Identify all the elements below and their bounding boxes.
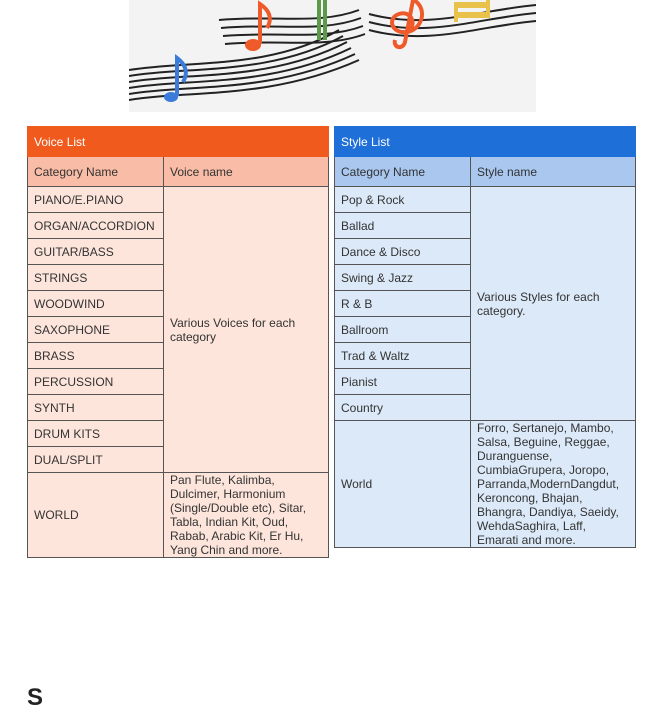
music-staff-graphic — [129, 0, 536, 112]
style-category-cell: R & B — [335, 291, 471, 317]
style-category-cell: Pop & Rock — [335, 187, 471, 213]
voice-category-cell: PIANO/E.PIANO — [28, 187, 164, 213]
style-category-cell: Dance & Disco — [335, 239, 471, 265]
voice-category-header: Category Name — [28, 157, 164, 187]
style-category-cell: Pianist — [335, 369, 471, 395]
voice-category-cell: DUAL/SPLIT — [28, 447, 164, 473]
voice-name-header: Voice name — [164, 157, 329, 187]
voice-category-cell: SYNTH — [28, 395, 164, 421]
style-category-cell: Trad & Waltz — [335, 343, 471, 369]
voice-list-table — [27, 126, 329, 558]
voice-list-title: Voice List — [28, 127, 329, 157]
voice-world-category: WORLD — [28, 473, 164, 558]
style-category-cell: Swing & Jazz — [335, 265, 471, 291]
voice-various-cell: Various Voices for each category — [164, 187, 329, 473]
style-world-category: World — [335, 421, 471, 548]
voice-category-cell: DRUM KITS — [28, 421, 164, 447]
style-name-header: Style name — [471, 157, 636, 187]
style-list-title: Style List — [335, 127, 636, 157]
music-note-icon — [454, 0, 490, 22]
style-category-cell: Ballad — [335, 213, 471, 239]
voice-category-cell: WOODWIND — [28, 291, 164, 317]
voice-category-cell: SAXOPHONE — [28, 317, 164, 343]
voice-world-list: Pan Flute, Kalimba, Dulcimer, Harmonium (Single/Double etc), Sitar, Tabla, Indian Kit, Oud, Rabab, Arabic Kit, Er Hu, Yang Chin and more. — [164, 473, 329, 558]
music-notes-illustration — [129, 0, 536, 112]
style-list-table — [334, 126, 636, 548]
style-category-header: Category Name — [335, 157, 471, 187]
treble-clef-icon — [392, 0, 422, 47]
style-category-cell: Ballroom — [335, 317, 471, 343]
voice-category-cell: BRASS — [28, 343, 164, 369]
section-heading: S — [27, 684, 44, 711]
voice-category-cell: ORGAN/ACCORDION — [28, 213, 164, 239]
voice-category-cell: STRINGS — [28, 265, 164, 291]
style-various-cell: Various Styles for each category. — [471, 187, 636, 421]
style-category-cell: Country — [335, 395, 471, 421]
voice-category-cell: PERCUSSION — [28, 369, 164, 395]
style-world-list: Forro, Sertanejo, Mambo, Salsa, Beguine, Reggae, Duranguense, CumbiaGrupera, Joropo, Parranda,ModernDangdut, Keroncong, Bhajan, Bhangra, Dandiya, Saeidy, WehdaSaghira, Laff, Emarati and more. — [471, 421, 636, 548]
voice-category-cell: GUITAR/BASS — [28, 239, 164, 265]
